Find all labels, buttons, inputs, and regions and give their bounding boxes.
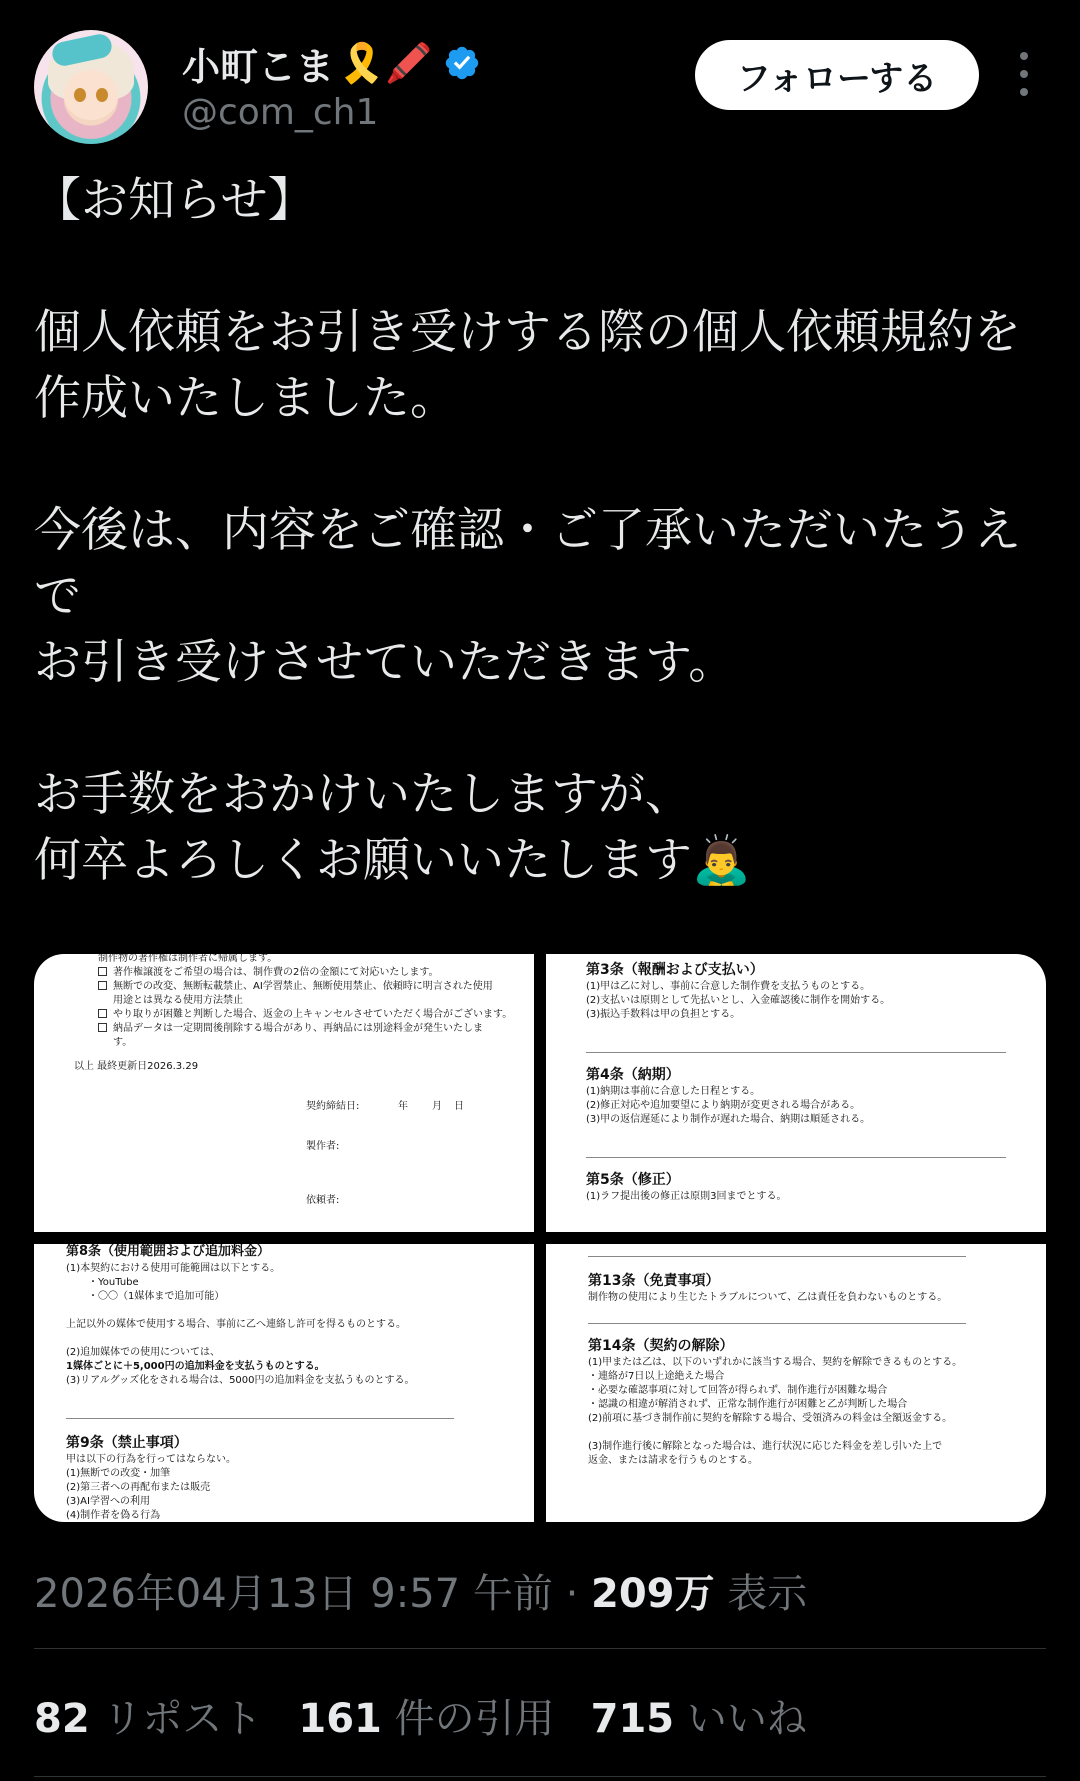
divider	[34, 1776, 1046, 1777]
tweet-text-line: 作成いたしました。	[34, 371, 457, 426]
doc4-line: (1)甲または乙は、以下のいずれかに該当する場合、契約を解除できるものとする。	[588, 1357, 963, 1368]
doc1-updated: 以上 最終更新日2026.3.29	[74, 1061, 199, 1072]
tweet-text-line	[34, 696, 1054, 762]
doc4-line: ・連絡が7日以上途絶えた場合	[588, 1371, 725, 1382]
doc4-line	[588, 1426, 1006, 1440]
media-image-1[interactable]	[34, 954, 534, 1232]
tweet-text-line: 今後は、内容をご確認・ご了承いただいたうえ	[34, 503, 1021, 558]
doc3-line: ・YouTube	[88, 1277, 139, 1288]
doc1-line: 用途とは異なる使用方法禁止	[113, 995, 243, 1006]
doc3-line: ・〇〇（1媒体まで追加可能）	[88, 1291, 225, 1302]
media-image-4[interactable]	[546, 1244, 1046, 1522]
tweet-text-line: 個人依頼をお引き受けする際の個人依頼規約を	[34, 305, 1021, 360]
doc2-line: (1)甲は乙に対し、事前に合意した制作費を支払うものとする。	[586, 981, 871, 992]
tweet-text-line	[34, 432, 1054, 498]
doc2-heading-3: 第3条（報酬および支払い）	[586, 962, 764, 978]
doc3-line: 1媒体ごとに＋5,000円の追加料金を支払うものとする。	[66, 1361, 325, 1372]
tweet-meta	[34, 1562, 807, 1619]
doc2-heading-4: 第4条（納期）	[586, 1067, 680, 1083]
doc3-line: (3)リアルグッズ化をされる場合は、5000円の追加料金を支払うものとする。	[66, 1375, 415, 1386]
tweet-text-line: お手数をおかけいたしますが、	[34, 767, 692, 822]
doc4-line: 返金、または請求を行うものとする。	[588, 1455, 758, 1466]
tweet-datetime[interactable]: 2026年04月13日 9:57 午前	[34, 1571, 553, 1617]
more-options-icon[interactable]	[1012, 52, 1036, 96]
doc4-line: ・必要な確認事項に対して回答が得られず、制作進行が困難な場合	[588, 1385, 888, 1396]
follow-button[interactable]: フォローする	[695, 40, 979, 110]
likes-stat[interactable]	[591, 1687, 807, 1744]
doc3-line	[66, 1304, 494, 1318]
media-image-3[interactable]	[34, 1244, 534, 1522]
doc4-line: (2)前項に基づき制作前に契約を解除する場合、受領済みの料金は全額返金する。	[588, 1413, 953, 1424]
doc4-line: 制作物の使用により生じたトラブルについて、乙は責任を負わないものとする。	[588, 1292, 948, 1303]
doc2-line: (2)修正対応や追加要望により納期が変更される場合がある。	[586, 1100, 861, 1111]
doc3-line: (2)第三者への再配布または販売	[66, 1482, 211, 1493]
doc3-line: (4)制作者を偽る行為	[66, 1510, 161, 1521]
verified-badge-icon	[443, 44, 481, 82]
doc2-line: (3)甲の返信遅延により制作が遅れた場合、納期は順延される。	[586, 1114, 871, 1125]
reposts-label: リポスト	[89, 1696, 263, 1742]
media-grid[interactable]	[34, 954, 1046, 1522]
tweet-text-line: 【お知らせ】	[34, 173, 315, 228]
doc3-line: (2)追加媒体での使用については、	[66, 1347, 220, 1358]
doc1-month: 月	[432, 1101, 442, 1112]
tweet-text-line: で	[34, 569, 81, 624]
doc3-line: 上記以外の媒体で使用する場合、事前に乙へ連絡し許可を得るものとする。	[66, 1319, 406, 1330]
doc2-line: (1)ラフ提出後の修正は原則3回までとする。	[586, 1191, 787, 1202]
likes-label: いいね	[674, 1696, 807, 1742]
doc3-top-heading: 第8条（使用範囲および追加料金）	[66, 1244, 271, 1259]
meta-separator: ·	[552, 1571, 592, 1617]
tweet-text-line	[34, 234, 1054, 300]
doc1-maker-label: 製作者:	[306, 1141, 340, 1152]
doc3-line: (1)無断での改変・加筆	[66, 1468, 171, 1479]
quotes-stat[interactable]	[298, 1687, 554, 1744]
doc1-line: 納品データは一定期間後削除する場合があり、再納品には別途料金が発生いたしま	[113, 1023, 483, 1034]
doc1-day: 日	[454, 1101, 464, 1112]
reposts-stat[interactable]	[34, 1687, 262, 1744]
reposts-count: 82	[34, 1696, 90, 1742]
likes-count: 715	[590, 1696, 675, 1742]
doc4-heading-13: 第13条（免責事項）	[588, 1273, 720, 1289]
display-name[interactable]: 小町こま	[182, 44, 335, 89]
doc3-line: (1)本契約における使用可能範囲は以下とする。	[66, 1263, 281, 1274]
name-emojis: 🎗️🖍️	[338, 41, 433, 85]
doc1-year: 年	[398, 1101, 408, 1112]
doc1-line: 著作権譲渡をご希望の場合は、制作費の2倍の金額にて対応いたします。	[113, 967, 439, 978]
views-count: 209万	[591, 1571, 715, 1617]
quotes-count: 161	[298, 1696, 382, 1742]
doc1-line: やり取りが困難と判断した場合、返金の上キャンセルさせていただく場合がございます。	[113, 1009, 513, 1020]
doc4-line: ・認識の相違が解消されず、正常な制作進行が困難と乙が判断した場合	[588, 1399, 908, 1410]
doc1-contract-date-label: 契約締結日:	[306, 1101, 360, 1112]
tweet-header	[0, 0, 1080, 170]
tweet-text-line: お引き受けさせていただきます。	[34, 635, 736, 690]
doc3-line: (3)AI学習への利用	[66, 1496, 150, 1507]
doc3-line	[66, 1332, 494, 1346]
doc2-heading-5: 第5条（修正）	[586, 1172, 680, 1188]
doc2-line: (1)納期は事前に合意した日程とする。	[586, 1086, 761, 1097]
doc2-line: (3)振込手数料は甲の負担とする。	[586, 1009, 741, 1020]
tweet-text-line: 何卒よろしくお願いいたします🙇‍♂️	[34, 833, 751, 888]
doc4-heading-14: 第14条（契約の解除）	[588, 1338, 734, 1354]
user-handle[interactable]: @com_ch1	[182, 92, 379, 133]
tweet-text	[34, 168, 1054, 894]
media-image-2[interactable]	[546, 954, 1046, 1232]
doc4-line: (3)制作進行後に解除となった場合は、進行状況に応じた料金を差し引いた上で	[588, 1441, 943, 1452]
quotes-label: 件の引用	[381, 1696, 555, 1742]
doc1-line: 無断での改変、無断転載禁止、AI学習禁止、無断使用禁止、依頼時に明言された使用	[113, 981, 493, 992]
doc1-line: 制作物の著作権は制作者に帰属します。	[98, 954, 278, 964]
doc1-line: す。	[113, 1037, 133, 1048]
divider	[34, 1648, 1046, 1649]
doc3-line: 甲は以下の行為を行ってはならない。	[66, 1454, 236, 1465]
name-row[interactable]	[182, 36, 481, 90]
avatar[interactable]	[34, 30, 148, 144]
tweet-stats	[34, 1687, 807, 1744]
doc3-heading-9: 第9条（禁止事項）	[66, 1435, 188, 1451]
views-label: 表示	[714, 1571, 808, 1617]
doc1-client-label: 依頼者:	[306, 1195, 340, 1206]
doc2-line: (2)支払いは原則として先払いとし、入金確認後に制作を開始する。	[586, 995, 891, 1006]
